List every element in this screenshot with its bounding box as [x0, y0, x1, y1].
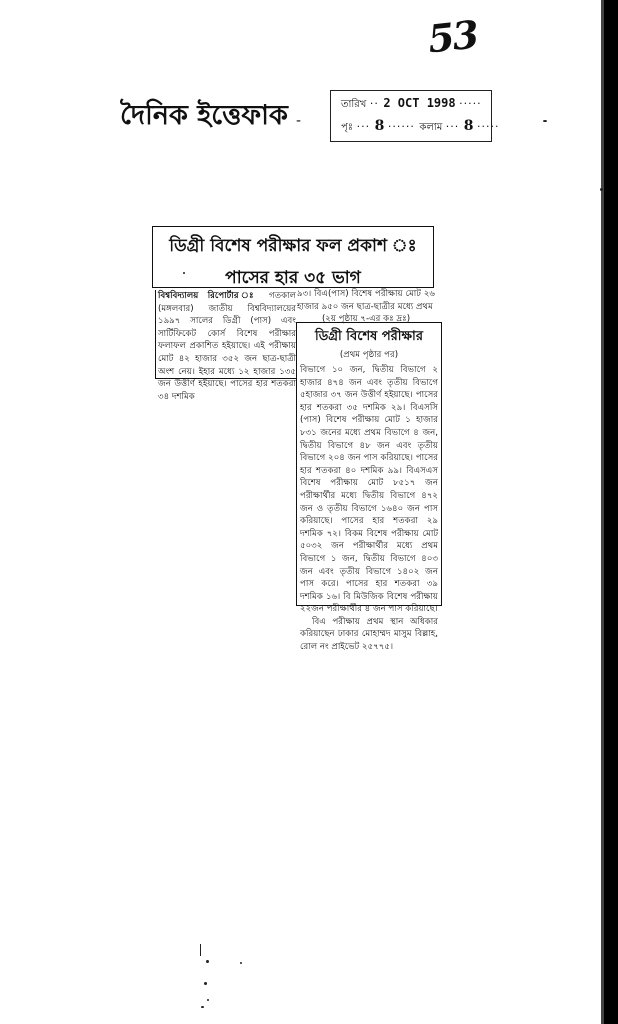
scan-speck	[201, 1006, 204, 1008]
stamp-page-value: 8	[374, 118, 385, 134]
scan-speck	[207, 999, 209, 1001]
article-right-column	[297, 288, 435, 325]
scan-page-edge	[604, 0, 618, 1024]
scan-speck	[240, 962, 242, 964]
scan-speck	[600, 188, 603, 191]
stamp-page-label: পৃঃ	[341, 122, 354, 133]
stamp-page-row: পৃঃ ··· 8 ······ কলাম ··· 8 ·····	[341, 118, 500, 134]
article-byline: বিশ্ববিদ্যালয় রিপোর্টার ঃ	[158, 291, 260, 301]
continuation-subtitle: (প্রথম পৃষ্ঠার পর)	[339, 350, 399, 360]
continuation-body-2: বিএ পরীক্ষায় প্রথম স্থান অধিকার করিয়াছেন ঢাকার মোহাম্মদ মাসুম বিল্লাহ, রোল নং প্রাইভেট ২৫৭৭৫।	[300, 616, 438, 653]
handwritten-page-number: 53	[425, 11, 480, 62]
headline-line-2: পাসের হার ৩৫ ভাগ	[225, 268, 361, 288]
article-left-column	[155, 290, 296, 402]
archive-date-stamp	[330, 90, 500, 142]
stamp-date-value: 2 OCT 1998	[383, 96, 456, 110]
stamp-date-row: তারিখ ·· 2 OCT 1998 ·····	[341, 96, 482, 110]
stamp-column-label: কলাম	[419, 122, 443, 133]
continuation-body: বিভাগে ১০ জন, দ্বিতীয় বিভাগে ২ হাজার ৪৭৪ জন এবং তৃতীয় বিভাগে ৫হাজার ৩৭ জন উত্তীর্ণ হইয়াছে। পাসের হার শতকরা ৩৫ দশমিক ২৯। বিএসসি (পাস) বিশেষ পরীক্ষায় মোট ১ হাজার ৮৩১ জনের মধ্যে প্রথম বিভাগে ৪ জন, দ্বিতীয় বিভাগে ৪৮ জন এবং তৃতীয় বিভাগে ২০৪ জন পাস করিয়াছে। পাসের হার শতকরা ৪০ দশমিক ৯৯। বিএসএস বিশেষ পরীক্ষায় মোট ৮৫১৭ জন পরীক্ষার্থীর মধ্যে দ্বিতীয় বিভাগে ৪৭২ জন ও তৃতীয় বিভাগে ১৬৪০ জন পাস করিয়াছে। পাসের হার শতকরা ২৯ দশমিক ৭২। বিকম বিশেষ পরীক্ষায় মোট ৫০৩২ জন পরীক্ষার্থীর মধ্যে প্রথম বিভাগে ১ জন, দ্বিতীয় বিভাগে ৪০৩ জন এবং তৃতীয় বিভাগে ১৪০২ জন পাস করে। পাসের হার শতকরা ৩৯ দশমিক ১৬। বি মিউজিক বিশেষ পরীক্ষায় ২২জন পরীক্ষার্থীর ৪ জন পাস করিয়াছে।	[300, 365, 438, 615]
continuation-title: ডিগ্রী বিশেষ পরীক্ষার	[315, 329, 423, 344]
scan-speck	[543, 120, 547, 122]
article-continued-note: (২য় পৃষ্ঠায় ৭-এর কঃ দ্রঃ)	[321, 314, 411, 325]
headline-line-1: ডিগ্রী বিশেষ পরীক্ষার ফল প্রকাশ ঃ	[169, 236, 417, 256]
scan-speck	[183, 272, 185, 274]
stamp-column-value: 8	[463, 118, 474, 134]
scan-speck	[206, 960, 209, 963]
article-left-text: গতকাল (মঙ্গলবার) জাতীয় বিশ্ববিদ্যালয়ের ১৯৯৭ সালের ডিগ্রী (পাস) এবং সার্টিফিকেট কোর্স বিশেষ পরীক্ষার ফলাফল প্রকাশিত হইয়াছে। এই পরীক্ষায় মোট ৪২ হাজার ৩৫২ জন ছাত্র-ছাত্রী অংশ নেয়। ইহার মধ্যে ১২ হাজার ১৩৫ জন উত্তীর্ণ হইয়াছে। পাসের হার শতকরা ৩৪ দশমিক	[158, 291, 296, 402]
article-right-text: ৯৩। বিএ(পাস) বিশেষ পরীক্ষায় মোট ২৬ হাজার ৯৫০ জন ছাত্র-ছাত্রীর মধ্যে প্রথম	[297, 289, 435, 312]
scan-speck	[200, 944, 201, 956]
stamp-date-label: তারিখ	[341, 99, 367, 110]
newspaper-masthead: দৈনিক ইত্তেফাক	[120, 100, 288, 131]
continuation-box	[296, 322, 442, 653]
masthead-mark: ‑	[296, 113, 302, 129]
scan-page-edge-shadow	[601, 0, 604, 1024]
article-headline-box	[152, 226, 434, 288]
scan-speck	[204, 982, 207, 985]
